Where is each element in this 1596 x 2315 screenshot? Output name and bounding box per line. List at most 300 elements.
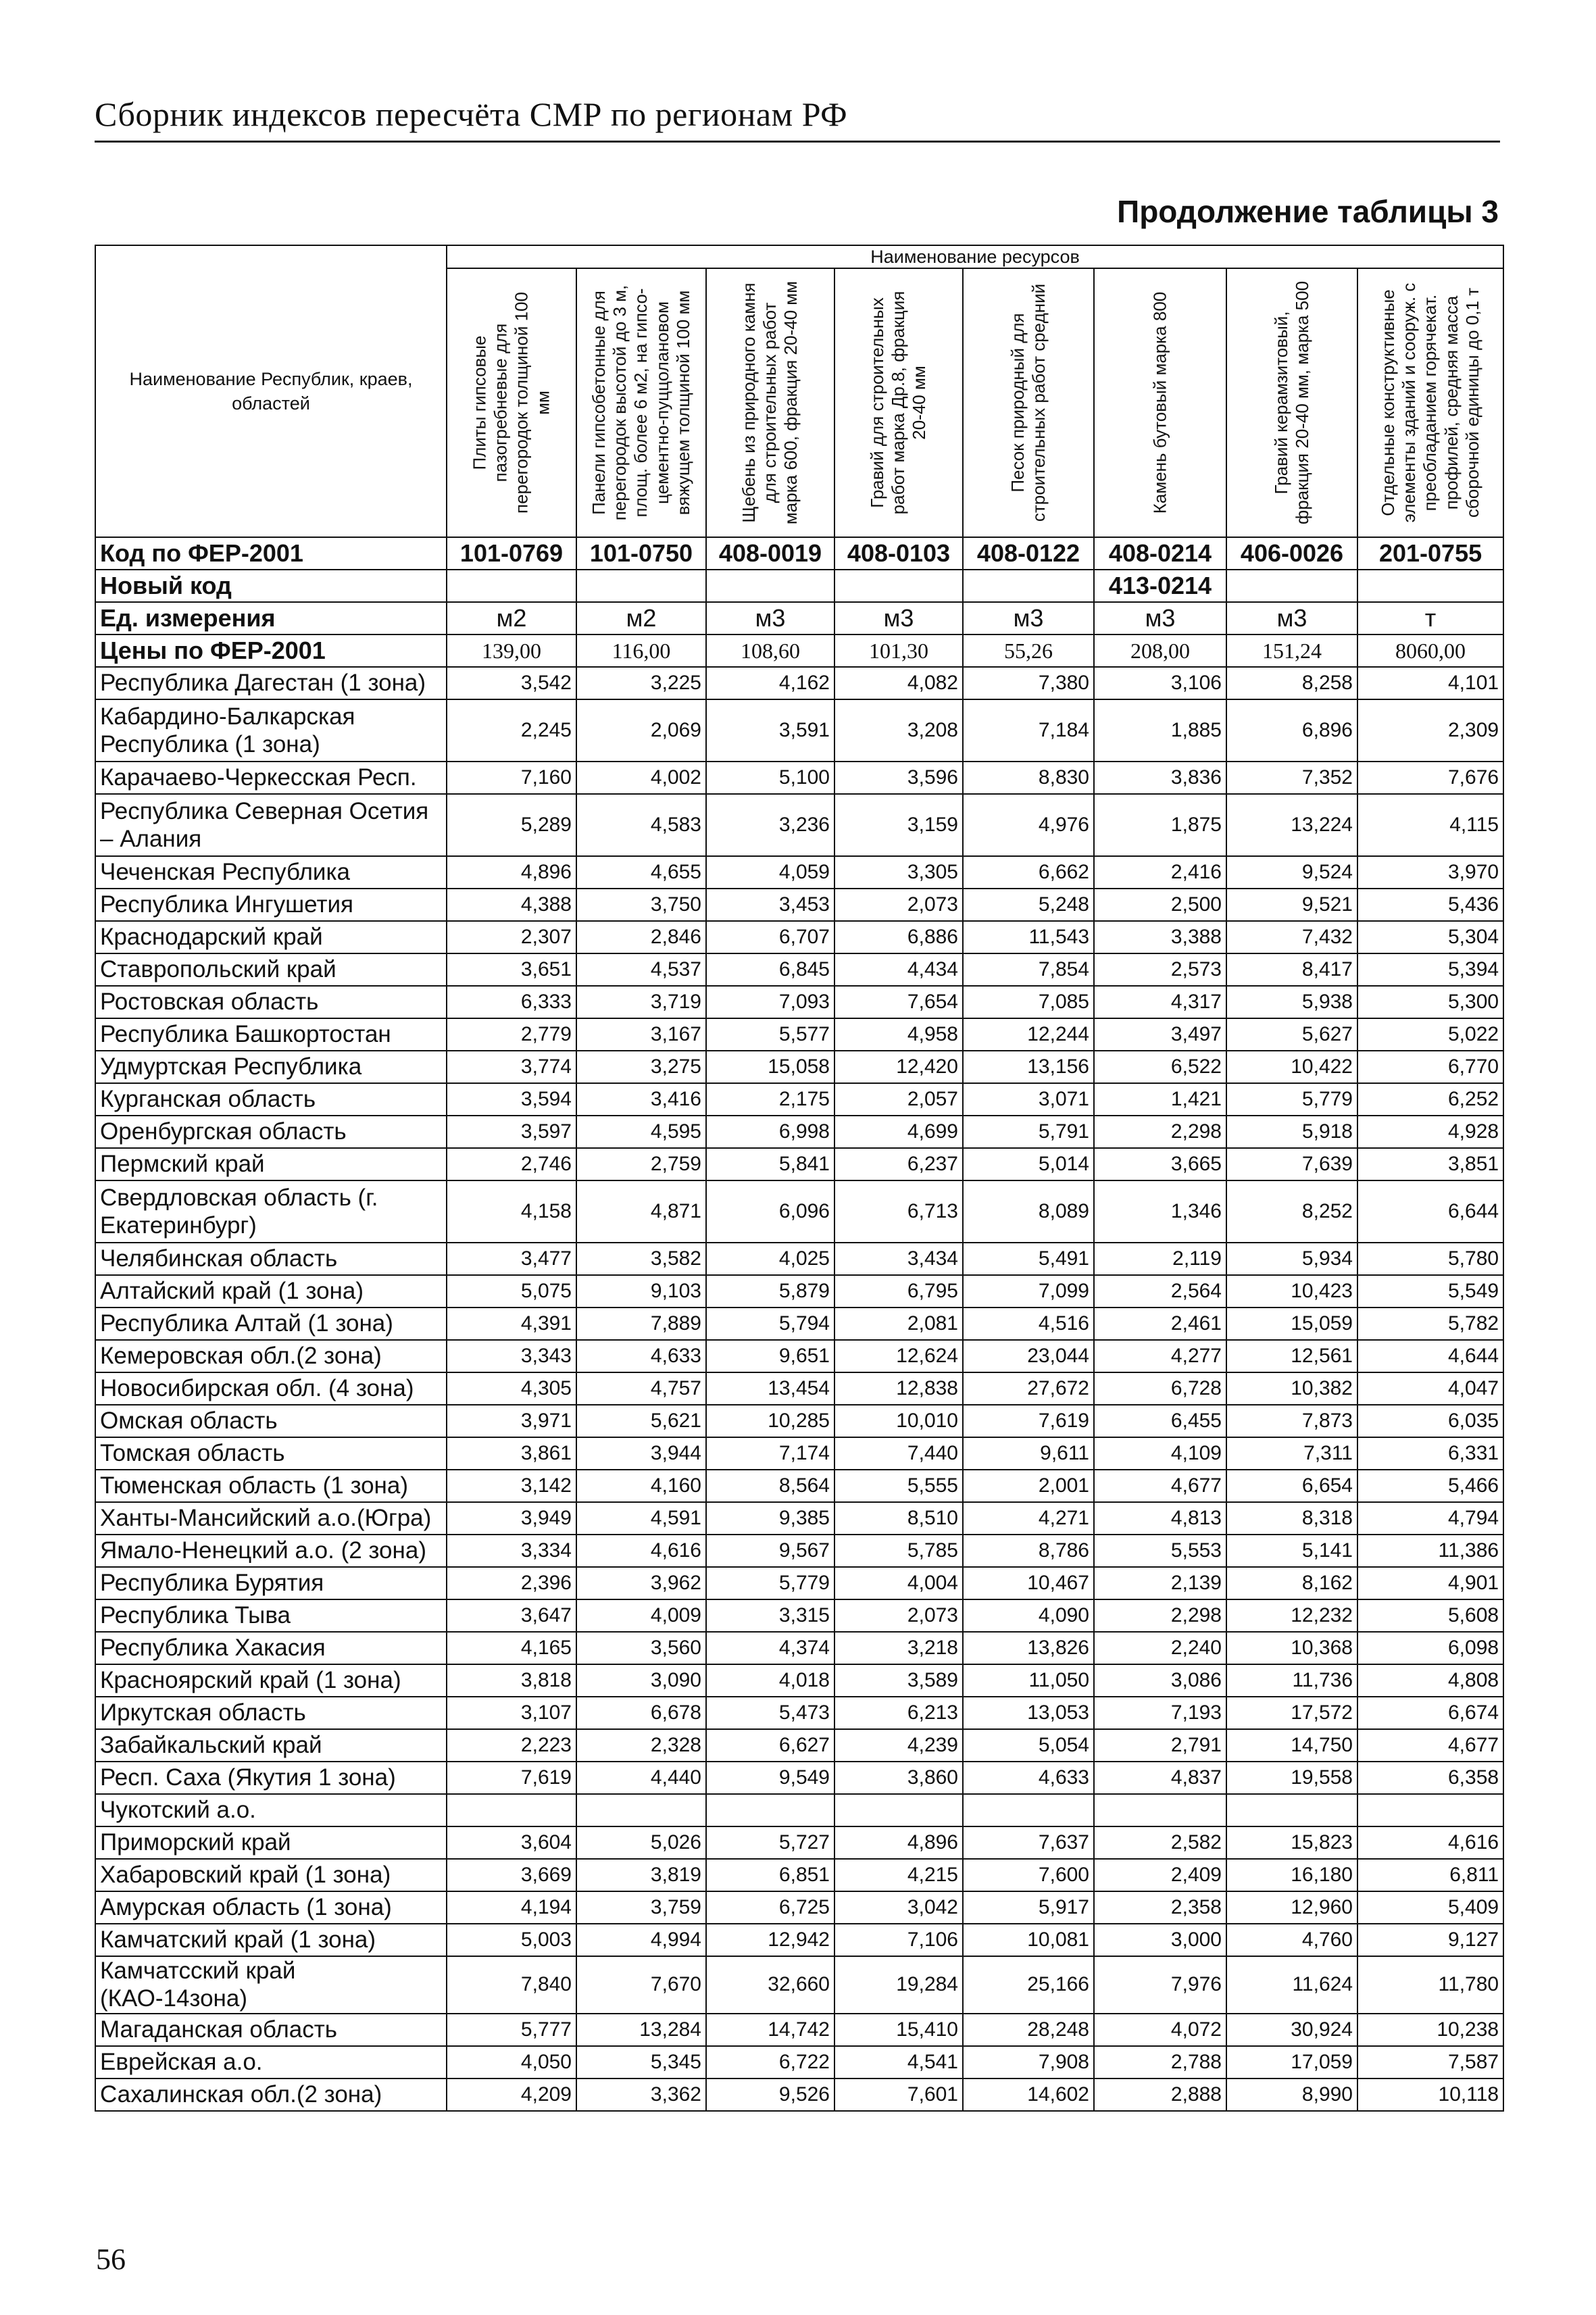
page-number: 56 bbox=[96, 2243, 126, 2276]
index-value: 3,542 bbox=[447, 667, 576, 699]
index-value: 15,823 bbox=[1226, 1826, 1357, 1859]
spec-cell: м3 bbox=[706, 602, 834, 634]
index-value: 9,385 bbox=[706, 1502, 834, 1535]
index-value: 2,298 bbox=[1094, 1116, 1226, 1148]
index-value: 7,873 bbox=[1226, 1405, 1357, 1437]
index-value: 16,180 bbox=[1226, 1859, 1357, 1891]
region-name: Забайкальский край bbox=[95, 1729, 447, 1762]
index-value: 5,779 bbox=[706, 1567, 834, 1599]
index-value: 10,285 bbox=[706, 1405, 834, 1437]
index-value: 3,208 bbox=[834, 699, 963, 762]
resource-column-label: Камень бутовый марка 800 bbox=[1149, 291, 1170, 514]
index-value: 5,473 bbox=[706, 1697, 834, 1729]
index-value: 7,174 bbox=[706, 1437, 834, 1470]
table-row bbox=[95, 1275, 1503, 1308]
index-value: 5,054 bbox=[963, 1729, 1094, 1762]
index-value: 4,655 bbox=[576, 856, 706, 889]
index-value: 4,072 bbox=[1094, 2014, 1226, 2046]
index-value: 3,225 bbox=[576, 667, 706, 699]
index-value: 6,886 bbox=[834, 921, 963, 953]
index-value: 32,660 bbox=[706, 1956, 834, 2014]
spec-cell: м3 bbox=[963, 602, 1094, 634]
index-value: 2,582 bbox=[1094, 1826, 1226, 1859]
index-value: 2,139 bbox=[1094, 1567, 1226, 1599]
index-value: 2,298 bbox=[1094, 1599, 1226, 1632]
resource-column-header bbox=[963, 268, 1094, 537]
index-value: 6,662 bbox=[963, 856, 1094, 889]
index-value: 2,358 bbox=[1094, 1891, 1226, 1924]
region-name: Республика Хакасия bbox=[95, 1632, 447, 1664]
table-row bbox=[95, 2014, 1503, 2046]
index-value: 5,075 bbox=[447, 1275, 576, 1308]
index-value bbox=[447, 1794, 576, 1826]
index-value: 4,215 bbox=[834, 1859, 963, 1891]
index-value: 7,106 bbox=[834, 1924, 963, 1956]
region-name: Новосибирская обл. (4 зона) bbox=[95, 1372, 447, 1405]
region-name: Ставропольский край bbox=[95, 953, 447, 986]
index-value: 11,780 bbox=[1357, 1956, 1503, 2014]
spec-cell: 151,24 bbox=[1226, 634, 1357, 667]
index-value: 8,162 bbox=[1226, 1567, 1357, 1599]
region-name: Пермский край bbox=[95, 1148, 447, 1180]
region-name: Ростовская область bbox=[95, 986, 447, 1018]
index-value: 4,004 bbox=[834, 1567, 963, 1599]
index-value: 3,416 bbox=[576, 1083, 706, 1116]
index-value: 4,760 bbox=[1226, 1924, 1357, 1956]
index-value: 4,305 bbox=[447, 1372, 576, 1405]
index-value: 6,770 bbox=[1357, 1051, 1503, 1083]
index-value: 4,958 bbox=[834, 1018, 963, 1051]
table-row bbox=[95, 921, 1503, 953]
index-value: 7,908 bbox=[963, 2046, 1094, 2078]
index-value: 2,409 bbox=[1094, 1859, 1226, 1891]
index-value: 12,942 bbox=[706, 1924, 834, 1956]
index-value: 7,311 bbox=[1226, 1437, 1357, 1470]
index-value: 4,165 bbox=[447, 1632, 576, 1664]
spec-cell: 208,00 bbox=[1094, 634, 1226, 667]
resource-column-label: Песок природный для строительных работ средний bbox=[1007, 283, 1049, 522]
spec-cell: 139,00 bbox=[447, 634, 576, 667]
index-value: 3,819 bbox=[576, 1859, 706, 1891]
index-value: 2,073 bbox=[834, 1599, 963, 1632]
index-value: 3,315 bbox=[706, 1599, 834, 1632]
region-name: Республика Бурятия bbox=[95, 1567, 447, 1599]
index-value: 2,175 bbox=[706, 1083, 834, 1116]
table-row bbox=[95, 1697, 1503, 1729]
index-value: 25,166 bbox=[963, 1956, 1094, 2014]
index-value: 3,218 bbox=[834, 1632, 963, 1664]
index-value: 4,082 bbox=[834, 667, 963, 699]
index-value: 8,252 bbox=[1226, 1180, 1357, 1243]
index-value: 9,103 bbox=[576, 1275, 706, 1308]
spec-cell: 116,00 bbox=[576, 634, 706, 667]
index-value: 9,611 bbox=[963, 1437, 1094, 1470]
index-value: 4,633 bbox=[963, 1762, 1094, 1794]
spec-row-label: Код по ФЕР-2001 bbox=[95, 537, 447, 570]
index-value: 5,300 bbox=[1357, 986, 1503, 1018]
index-value: 5,727 bbox=[706, 1826, 834, 1859]
table-row bbox=[95, 1308, 1503, 1340]
index-value: 12,960 bbox=[1226, 1891, 1357, 1924]
index-value: 3,453 bbox=[706, 889, 834, 921]
index-value: 3,434 bbox=[834, 1243, 963, 1275]
index-value: 6,851 bbox=[706, 1859, 834, 1891]
table-row bbox=[95, 953, 1503, 986]
index-value: 3,836 bbox=[1094, 762, 1226, 794]
index-value: 5,248 bbox=[963, 889, 1094, 921]
index-value: 2,119 bbox=[1094, 1243, 1226, 1275]
index-value: 5,549 bbox=[1357, 1275, 1503, 1308]
index-value: 4,434 bbox=[834, 953, 963, 986]
spec-row-price bbox=[95, 634, 1503, 667]
region-name: Респ. Саха (Якутия 1 зона) bbox=[95, 1762, 447, 1794]
index-value: 4,374 bbox=[706, 1632, 834, 1664]
index-value: 8,990 bbox=[1226, 2078, 1357, 2111]
spec-row-code bbox=[95, 537, 1503, 570]
index-value: 11,386 bbox=[1357, 1535, 1503, 1567]
index-value: 6,674 bbox=[1357, 1697, 1503, 1729]
index-value: 3,090 bbox=[576, 1664, 706, 1697]
table-row bbox=[95, 1599, 1503, 1632]
index-value: 5,345 bbox=[576, 2046, 706, 2078]
index-value: 7,639 bbox=[1226, 1148, 1357, 1180]
index-value: 3,604 bbox=[447, 1826, 576, 1859]
table-row bbox=[95, 1405, 1503, 1437]
resource-column-header bbox=[1094, 268, 1226, 537]
index-value: 4,633 bbox=[576, 1340, 706, 1372]
index-value: 8,564 bbox=[706, 1470, 834, 1502]
spec-cell: м2 bbox=[447, 602, 576, 634]
table-row bbox=[95, 1180, 1503, 1243]
index-value: 4,794 bbox=[1357, 1502, 1503, 1535]
index-value: 12,624 bbox=[834, 1340, 963, 1372]
index-value: 3,962 bbox=[576, 1567, 706, 1599]
index-value: 7,619 bbox=[963, 1405, 1094, 1437]
table-row bbox=[95, 1826, 1503, 1859]
index-value: 6,845 bbox=[706, 953, 834, 986]
index-value: 2,328 bbox=[576, 1729, 706, 1762]
index-value: 4,388 bbox=[447, 889, 576, 921]
index-value: 10,423 bbox=[1226, 1275, 1357, 1308]
index-value: 2,245 bbox=[447, 699, 576, 762]
index-value: 4,928 bbox=[1357, 1116, 1503, 1148]
index-value: 3,142 bbox=[447, 1470, 576, 1502]
index-value: 2,223 bbox=[447, 1729, 576, 1762]
spec-row-label: Цены по ФЕР-2001 bbox=[95, 634, 447, 667]
resource-column-label: Щебень из природного камня для строительных работ марка 600, фракция 20-40 мм bbox=[739, 280, 801, 525]
region-name: Камчатский край (1 зона) bbox=[95, 1924, 447, 1956]
index-value: 3,944 bbox=[576, 1437, 706, 1470]
index-value: 5,608 bbox=[1357, 1599, 1503, 1632]
region-name: Республика Башкортостан bbox=[95, 1018, 447, 1051]
index-value: 7,676 bbox=[1357, 762, 1503, 794]
index-value: 7,619 bbox=[447, 1762, 576, 1794]
index-value: 7,440 bbox=[834, 1437, 963, 1470]
index-value: 3,774 bbox=[447, 1051, 576, 1083]
resource-column-label: Панели гипсобетонные для перегородок высотой до 3 м, площ. более 6 м2, на гипсо-цементно-пуццолановом вяжущем толщиной 100 мм bbox=[589, 284, 693, 521]
index-value: 7,587 bbox=[1357, 2046, 1503, 2078]
index-value: 3,861 bbox=[447, 1437, 576, 1470]
index-value: 6,522 bbox=[1094, 1051, 1226, 1083]
index-value: 8,258 bbox=[1226, 667, 1357, 699]
index-value: 7,976 bbox=[1094, 1956, 1226, 2014]
index-value: 3,647 bbox=[447, 1599, 576, 1632]
index-value: 9,651 bbox=[706, 1340, 834, 1372]
resource-column-header bbox=[706, 268, 834, 537]
index-value: 5,841 bbox=[706, 1148, 834, 1180]
table-row bbox=[95, 1632, 1503, 1664]
index-value: 5,026 bbox=[576, 1826, 706, 1859]
index-value: 3,343 bbox=[447, 1340, 576, 1372]
index-value: 4,677 bbox=[1094, 1470, 1226, 1502]
index-value: 3,086 bbox=[1094, 1664, 1226, 1697]
index-value: 3,970 bbox=[1357, 856, 1503, 889]
index-value: 2,396 bbox=[447, 1567, 576, 1599]
index-value: 4,050 bbox=[447, 2046, 576, 2078]
index-value: 10,467 bbox=[963, 1567, 1094, 1599]
index-value: 2,564 bbox=[1094, 1275, 1226, 1308]
index-value: 30,924 bbox=[1226, 2014, 1357, 2046]
spec-cell: 413-0214 bbox=[1094, 570, 1226, 602]
header-rule bbox=[95, 141, 1500, 143]
index-value: 3,651 bbox=[447, 953, 576, 986]
index-value: 3,497 bbox=[1094, 1018, 1226, 1051]
index-value: 6,896 bbox=[1226, 699, 1357, 762]
index-value: 28,248 bbox=[963, 2014, 1094, 2046]
table-row bbox=[95, 2046, 1503, 2078]
spec-cell bbox=[1357, 570, 1503, 602]
region-name: Ямало-Ненецкий а.о. (2 зона) bbox=[95, 1535, 447, 1567]
spec-cell: 201-0755 bbox=[1357, 537, 1503, 570]
spec-cell: 101-0750 bbox=[576, 537, 706, 570]
index-value: 4,271 bbox=[963, 1502, 1094, 1535]
table-row bbox=[95, 1664, 1503, 1697]
index-value: 4,541 bbox=[834, 2046, 963, 2078]
index-value: 4,009 bbox=[576, 1599, 706, 1632]
index-value: 2,888 bbox=[1094, 2078, 1226, 2111]
region-name: Республика Алтай (1 зона) bbox=[95, 1308, 447, 1340]
index-value: 6,713 bbox=[834, 1180, 963, 1243]
index-value: 3,305 bbox=[834, 856, 963, 889]
index-value: 4,158 bbox=[447, 1180, 576, 1243]
index-value: 8,417 bbox=[1226, 953, 1357, 986]
index-value: 6,707 bbox=[706, 921, 834, 953]
table-row bbox=[95, 1535, 1503, 1567]
index-value: 4,101 bbox=[1357, 667, 1503, 699]
index-value: 5,791 bbox=[963, 1116, 1094, 1148]
index-value: 15,410 bbox=[834, 2014, 963, 2046]
index-value: 8,318 bbox=[1226, 1502, 1357, 1535]
index-value: 4,317 bbox=[1094, 986, 1226, 1018]
index-value: 5,785 bbox=[834, 1535, 963, 1567]
index-value: 10,010 bbox=[834, 1405, 963, 1437]
regions-column-header: Наименование Республик, краев, областей bbox=[95, 245, 447, 537]
resource-column-header bbox=[447, 268, 576, 537]
index-value: 3,275 bbox=[576, 1051, 706, 1083]
index-value: 2,846 bbox=[576, 921, 706, 953]
index-value: 5,466 bbox=[1357, 1470, 1503, 1502]
index-value: 7,093 bbox=[706, 986, 834, 1018]
index-value: 12,561 bbox=[1226, 1340, 1357, 1372]
index-value: 7,099 bbox=[963, 1275, 1094, 1308]
index-value: 6,644 bbox=[1357, 1180, 1503, 1243]
index-value: 3,560 bbox=[576, 1632, 706, 1664]
region-name: Республика Тыва bbox=[95, 1599, 447, 1632]
index-value: 2,073 bbox=[834, 889, 963, 921]
index-value: 7,670 bbox=[576, 1956, 706, 2014]
index-value: 10,382 bbox=[1226, 1372, 1357, 1405]
index-value: 4,047 bbox=[1357, 1372, 1503, 1405]
table-row bbox=[95, 762, 1503, 794]
index-value: 6,333 bbox=[447, 986, 576, 1018]
region-name: Омская область bbox=[95, 1405, 447, 1437]
index-value: 3,000 bbox=[1094, 1924, 1226, 1956]
resource-column-label: Отдельные конструктивные элементы зданий и сооруж. с преобладанием горячекат. профилей, средняя масса сборочной единицы до 0,1 т bbox=[1378, 282, 1482, 523]
index-value: 3,596 bbox=[834, 762, 963, 794]
region-name: Хабаровский край (1 зона) bbox=[95, 1859, 447, 1891]
index-value: 12,244 bbox=[963, 1018, 1094, 1051]
index-value: 7,352 bbox=[1226, 762, 1357, 794]
index-value: 5,627 bbox=[1226, 1018, 1357, 1051]
index-value: 12,838 bbox=[834, 1372, 963, 1405]
resource-column-label: Плиты гипсовые пазогребневые для перегородок толщиной 100 мм bbox=[469, 292, 553, 514]
index-value: 3,949 bbox=[447, 1502, 576, 1535]
index-value: 4,090 bbox=[963, 1599, 1094, 1632]
index-value: 7,600 bbox=[963, 1859, 1094, 1891]
index-value: 2,791 bbox=[1094, 1729, 1226, 1762]
index-value: 7,193 bbox=[1094, 1697, 1226, 1729]
index-value: 6,998 bbox=[706, 1116, 834, 1148]
table-row bbox=[95, 1083, 1503, 1116]
spec-cell bbox=[706, 570, 834, 602]
resource-column-header bbox=[576, 268, 706, 537]
index-value: 8,089 bbox=[963, 1180, 1094, 1243]
index-value: 4,699 bbox=[834, 1116, 963, 1148]
region-name: Курганская область bbox=[95, 1083, 447, 1116]
index-value: 13,224 bbox=[1226, 794, 1357, 856]
index-value: 12,232 bbox=[1226, 1599, 1357, 1632]
index-value: 3,591 bbox=[706, 699, 834, 762]
index-value: 5,014 bbox=[963, 1148, 1094, 1180]
index-value: 6,358 bbox=[1357, 1762, 1503, 1794]
index-value: 3,236 bbox=[706, 794, 834, 856]
index-value: 3,582 bbox=[576, 1243, 706, 1275]
index-value: 5,782 bbox=[1357, 1308, 1503, 1340]
resource-column-label: Гравий для строительных работ марка Др.8, фракция 20-40 мм bbox=[867, 291, 930, 515]
index-value: 5,938 bbox=[1226, 986, 1357, 1018]
resource-column-label: Гравий керамзитовый, фракция 20-40 мм, марка 500 bbox=[1270, 280, 1312, 525]
table-row bbox=[95, 856, 1503, 889]
index-value: 10,081 bbox=[963, 1924, 1094, 1956]
table-row bbox=[95, 1470, 1503, 1502]
index-value: 1,346 bbox=[1094, 1180, 1226, 1243]
region-name: Ханты-Мансийский а.о.(Югра) bbox=[95, 1502, 447, 1535]
spec-row-label: Ед. измерения bbox=[95, 602, 447, 634]
index-value: 10,422 bbox=[1226, 1051, 1357, 1083]
index-value: 3,669 bbox=[447, 1859, 576, 1891]
spec-row-unit bbox=[95, 602, 1503, 634]
region-name: Республика Ингушетия bbox=[95, 889, 447, 921]
index-value: 7,160 bbox=[447, 762, 576, 794]
index-value: 4,595 bbox=[576, 1116, 706, 1148]
index-value: 3,388 bbox=[1094, 921, 1226, 953]
region-name: Оренбургская область bbox=[95, 1116, 447, 1148]
index-value: 4,994 bbox=[576, 1924, 706, 1956]
index-value: 2,461 bbox=[1094, 1308, 1226, 1340]
region-name: Еврейская а.о. bbox=[95, 2046, 447, 2078]
index-value: 4,059 bbox=[706, 856, 834, 889]
index-value: 5,577 bbox=[706, 1018, 834, 1051]
index-value: 2,759 bbox=[576, 1148, 706, 1180]
index-value: 6,237 bbox=[834, 1148, 963, 1180]
index-value: 4,808 bbox=[1357, 1664, 1503, 1697]
index-value: 13,454 bbox=[706, 1372, 834, 1405]
index-value: 4,757 bbox=[576, 1372, 706, 1405]
index-value: 2,746 bbox=[447, 1148, 576, 1180]
index-value: 6,678 bbox=[576, 1697, 706, 1729]
spec-cell: 101-0769 bbox=[447, 537, 576, 570]
index-value bbox=[706, 1794, 834, 1826]
index-value: 14,602 bbox=[963, 2078, 1094, 2111]
index-value: 5,779 bbox=[1226, 1083, 1357, 1116]
index-value: 5,794 bbox=[706, 1308, 834, 1340]
index-value: 11,736 bbox=[1226, 1664, 1357, 1697]
spec-cell: 101,30 bbox=[834, 634, 963, 667]
spec-row-label: Новый код bbox=[95, 570, 447, 602]
index-value: 4,239 bbox=[834, 1729, 963, 1762]
spec-cell bbox=[834, 570, 963, 602]
index-value: 6,654 bbox=[1226, 1470, 1357, 1502]
index-value: 5,022 bbox=[1357, 1018, 1503, 1051]
region-name: Чеченская Республика bbox=[95, 856, 447, 889]
spec-cell bbox=[447, 570, 576, 602]
index-value: 3,362 bbox=[576, 2078, 706, 2111]
index-value: 3,106 bbox=[1094, 667, 1226, 699]
region-name: Камчатсский край (КАО-14зона) bbox=[95, 1956, 447, 2014]
index-value: 2,240 bbox=[1094, 1632, 1226, 1664]
region-name: Республика Северная Осетия – Алания bbox=[95, 794, 447, 856]
table-row bbox=[95, 1243, 1503, 1275]
index-value: 9,567 bbox=[706, 1535, 834, 1567]
page-header-title: Сборник индексов пересчёта СМР по регионам РФ bbox=[95, 95, 848, 133]
index-value: 2,309 bbox=[1357, 699, 1503, 762]
index-value: 3,851 bbox=[1357, 1148, 1503, 1180]
index-value: 3,594 bbox=[447, 1083, 576, 1116]
index-value: 3,159 bbox=[834, 794, 963, 856]
spec-cell: м3 bbox=[834, 602, 963, 634]
spec-cell: 8060,00 bbox=[1357, 634, 1503, 667]
table-row bbox=[95, 699, 1503, 762]
index-value: 4,901 bbox=[1357, 1567, 1503, 1599]
index-value: 12,420 bbox=[834, 1051, 963, 1083]
index-value: 4,591 bbox=[576, 1502, 706, 1535]
index-value: 6,035 bbox=[1357, 1405, 1503, 1437]
spec-row-new-code bbox=[95, 570, 1503, 602]
table-row bbox=[95, 1340, 1503, 1372]
index-value: 4,194 bbox=[447, 1891, 576, 1924]
index-value: 11,050 bbox=[963, 1664, 1094, 1697]
index-value: 4,677 bbox=[1357, 1729, 1503, 1762]
index-value: 9,521 bbox=[1226, 889, 1357, 921]
table-row bbox=[95, 889, 1503, 921]
index-value: 9,526 bbox=[706, 2078, 834, 2111]
index-value: 8,786 bbox=[963, 1535, 1094, 1567]
table-row bbox=[95, 1372, 1503, 1405]
table-row bbox=[95, 2078, 1503, 2111]
index-value: 4,109 bbox=[1094, 1437, 1226, 1470]
index-value: 2,307 bbox=[447, 921, 576, 953]
index-value: 4,277 bbox=[1094, 1340, 1226, 1372]
